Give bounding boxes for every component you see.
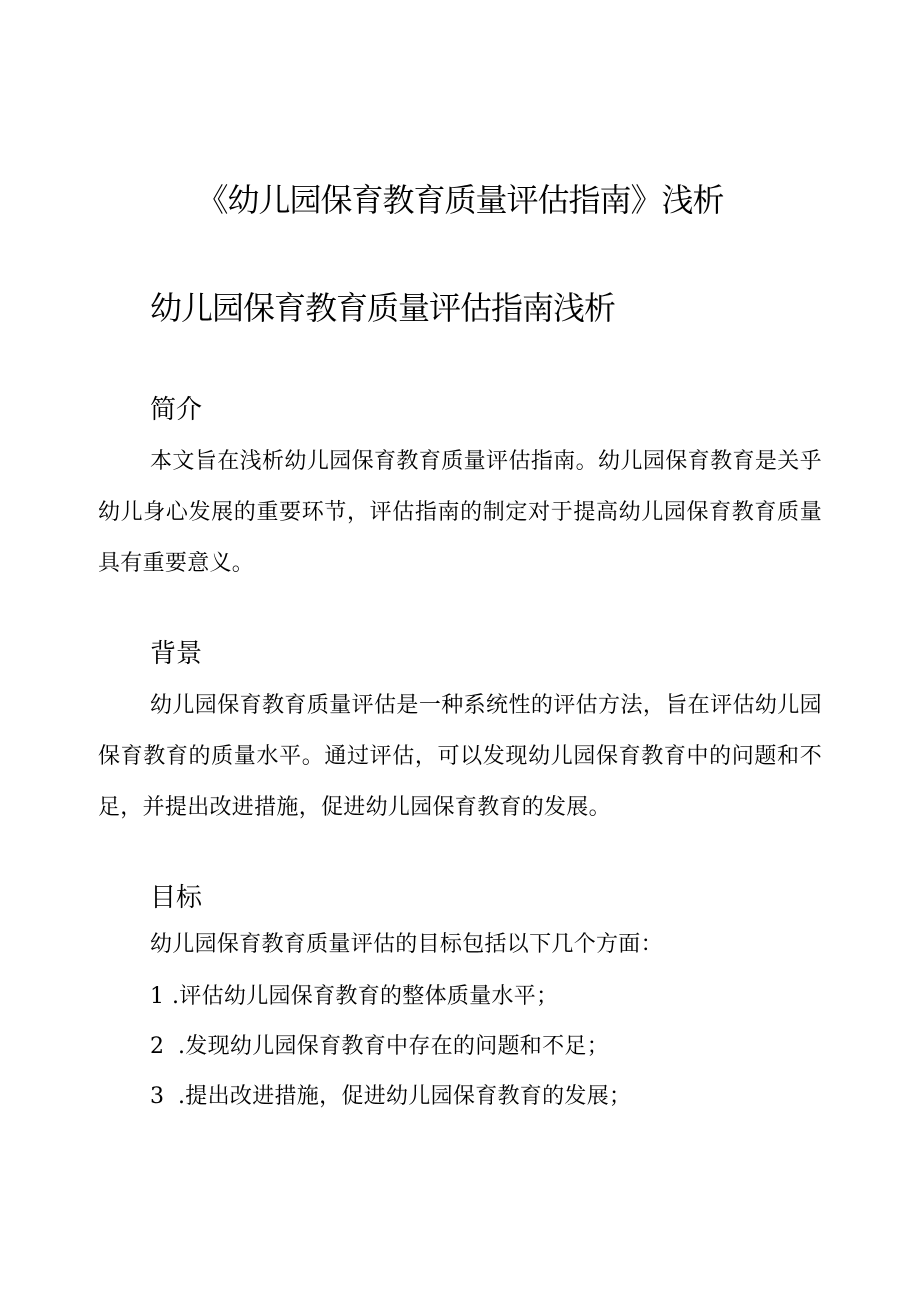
main-heading: 幼儿园保育教育质量评估指南浅析	[150, 289, 616, 327]
paragraph-background: 幼儿园保育教育质量评估是一种系统性的评估方法，旨在评估幼儿园保育教育的质量水平。通过评估，可以发现幼儿园保育教育中的问题和不足，并提出改进措施，促进幼儿园保育教育的发展。	[98, 693, 822, 820]
section-heading-goals: 目标	[150, 883, 203, 913]
list-item-number: 1	[150, 984, 165, 1009]
paragraph-intro: 本文旨在浅析幼儿园保育教育质量评估指南。幼儿园保育教育是关乎幼儿身心发展的重要环节，评估指南的制定对于提高幼儿园保育教育质量具有重要意义。	[98, 449, 822, 576]
list-item-text: .评估幼儿园保育教育的整体质量水平；	[172, 984, 559, 1009]
list-item-text: .发现幼儿园保育教育中存在的问题和不足；	[178, 1034, 609, 1059]
paragraph-goals-intro: 幼儿园保育教育质量评估的目标包括以下几个方面：	[150, 932, 663, 957]
section-heading-intro: 简介	[150, 395, 203, 425]
list-item	[150, 977, 558, 1017]
list-item-number: 2	[150, 1034, 165, 1059]
list-item-number: 3	[150, 1084, 165, 1109]
list-item	[150, 1027, 609, 1067]
section-heading-background: 背景	[150, 639, 203, 669]
document-title: 《幼儿园保育教育质量评估指南》浅析	[196, 181, 724, 219]
list-item-text: .提出改进措施，促进幼儿园保育教育的发展；	[178, 1084, 632, 1109]
list-item	[150, 1077, 631, 1117]
